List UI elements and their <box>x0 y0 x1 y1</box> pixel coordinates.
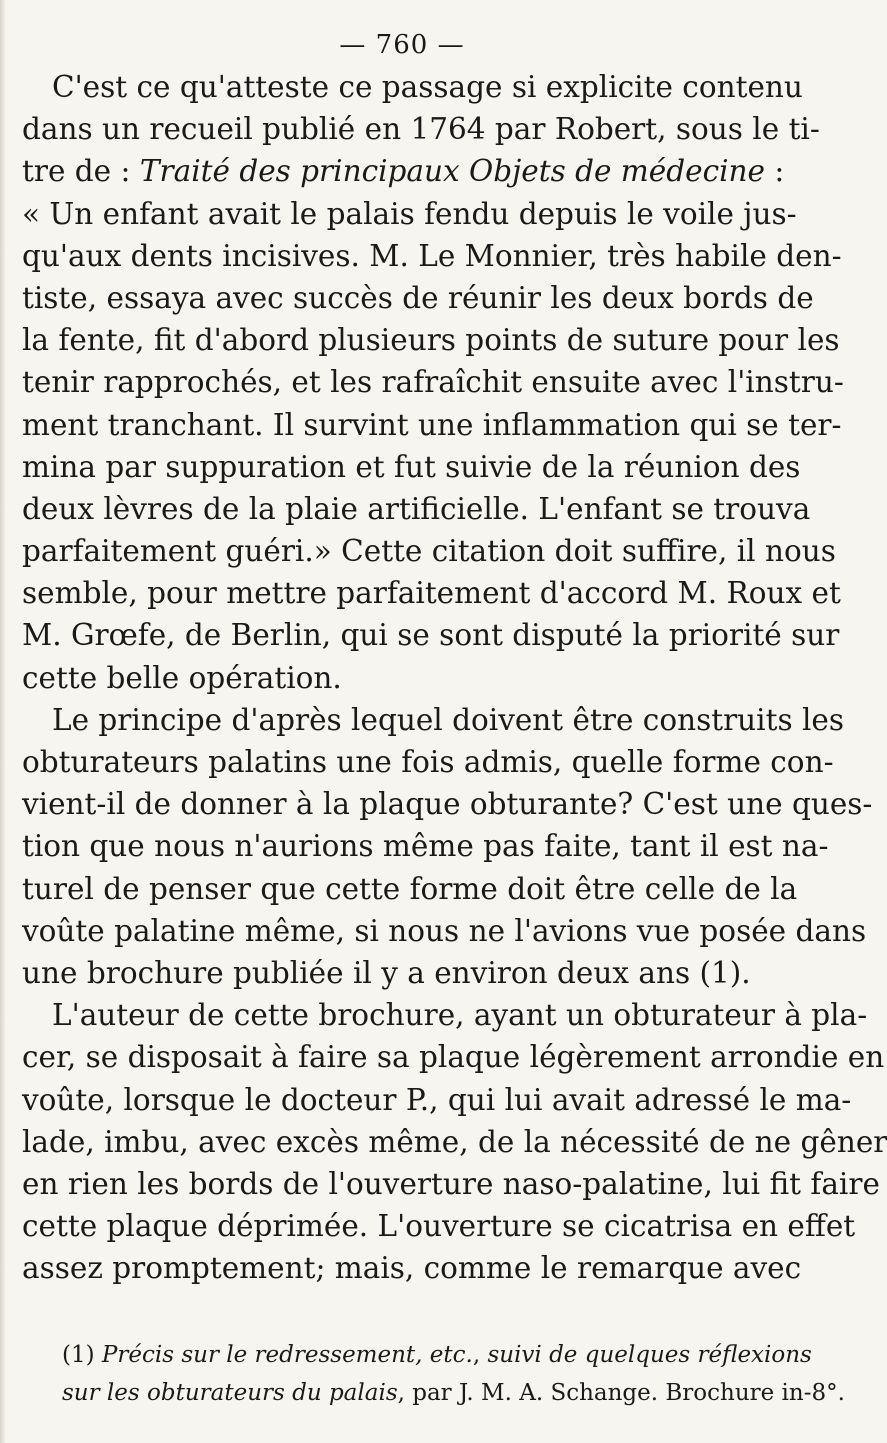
document-page <box>22 30 887 1289</box>
page-number: — 760 — <box>339 30 465 60</box>
text-line: lade, imbu, avec excès même, de la nécessité de ne gêner <box>22 1124 887 1159</box>
text-line: L'auteur de cette brochure, ayant un obturateur à pla- <box>52 998 868 1033</box>
page-edge-shadow <box>0 0 6 1443</box>
text-line: obturateurs palatins une fois admis, quelle forme con- <box>22 745 834 779</box>
paragraph-3 <box>22 994 887 1289</box>
text-line: « Un enfant avait le palais fendu depuis le voile jus- <box>22 196 797 231</box>
text-line: cette belle opération. <box>22 660 342 695</box>
text-line: C'est ce qu'atteste ce passage si explicite contenu <box>52 70 803 104</box>
text-line: parfaitement guéri.» Cette citation doit suffire, il nous <box>22 534 836 569</box>
italic-text: Précis sur le redressement, etc. <box>101 1342 473 1368</box>
text-line: une brochure publiée il y a environ deux ans (1). <box>22 955 751 990</box>
text-line: vient-il de donner à la plaque obturante? C'est une ques- <box>22 787 873 822</box>
text-line: ment tranchant. Il survint une inflammation qui se ter- <box>22 407 842 442</box>
italic-text: sur les obturateurs du palais <box>62 1380 398 1406</box>
text-line: voûte, lorsque le docteur P., qui lui avait adressé le ma- <box>22 1082 852 1117</box>
footnote-line: sur les obturateurs du palais, par J. M. A. Schange. Brochure in-8°. <box>62 1380 845 1406</box>
text-line: cette plaque déprimée. L'ouverture se cicatrisa en effet <box>22 1209 856 1244</box>
text-line: en rien les bords de l'ouverture naso-palatine, lui fit faire <box>22 1166 880 1201</box>
text-line: Le principe d'après lequel doivent être construits les <box>52 702 845 737</box>
italic-text: Traité des principaux Objets de médecine <box>139 154 765 189</box>
text-line: tenir rapprochés, et les rafraîchit ensuite avec l'instru- <box>22 365 844 400</box>
text-line: tre de : Traité des principaux Objets de médecine : <box>22 154 785 189</box>
text-line: turel de penser que cette forme doit être celle de la <box>22 871 798 906</box>
text-line: mina par suppuration et fut suivie de la réunion des <box>22 449 801 484</box>
footnote-line: (1) Précis sur le redressement, etc., suivi de quelques réflexions <box>62 1342 812 1368</box>
footnote <box>62 1336 845 1412</box>
text-line: tion que nous n'aurions même pas faite, tant il est na- <box>22 829 829 864</box>
paragraph-1 <box>22 66 844 699</box>
text-line: dans un recueil publié en 1764 par Robert, sous le ti- <box>22 112 820 147</box>
text-line: voûte palatine même, si nous ne l'avions vue posée dans <box>22 913 867 948</box>
italic-text: suivi de quelques réflexions <box>487 1342 812 1368</box>
text-line: assez promptement; mais, comme le remarque avec <box>22 1251 802 1286</box>
text-line: tiste, essaya avec succès de réunir les deux bords de <box>22 280 814 315</box>
text-line: cer, se disposait à faire sa plaque légèrement arrondie en <box>22 1040 885 1075</box>
text-line: semble, pour mettre parfaitement d'accord M. Roux et <box>22 576 841 611</box>
paragraph-2 <box>22 699 873 994</box>
text-line: qu'aux dents incisives. M. Le Monnier, très habile den- <box>22 238 842 273</box>
text-line: deux lèvres de la plaie artificielle. L'enfant se trouva <box>22 491 811 526</box>
text-line: la fente, fit d'abord plusieurs points de suture pour les <box>22 323 840 358</box>
text-line: M. Grœfe, de Berlin, qui se sont disputé la priorité sur <box>22 618 840 653</box>
